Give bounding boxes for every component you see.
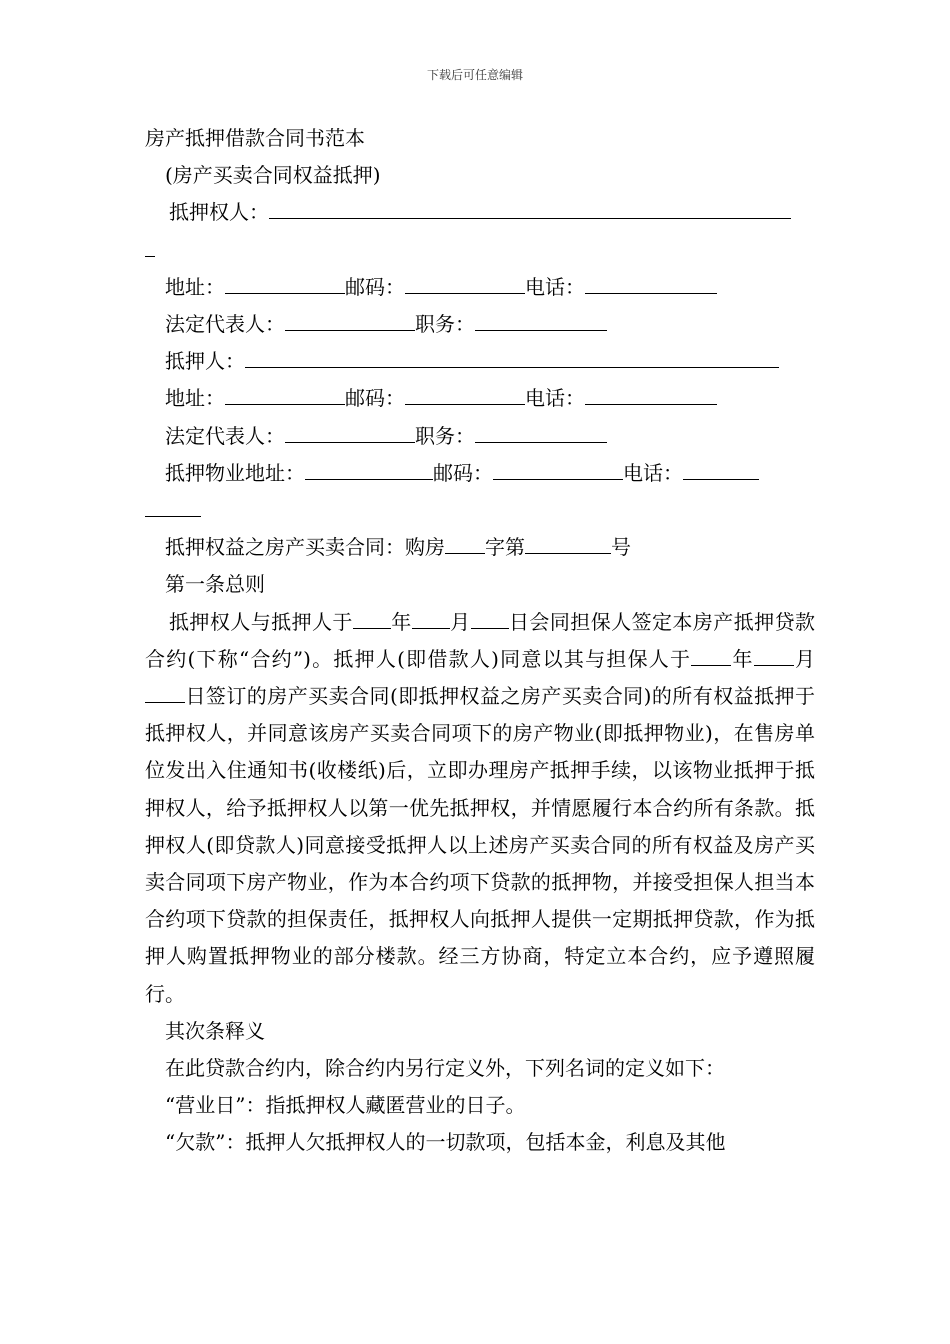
address-label: 地址：	[165, 274, 225, 299]
year-label: 年	[390, 609, 412, 634]
phone-blank	[585, 273, 717, 294]
mortgagee-row	[145, 194, 815, 231]
article-1-title: 第一条总则	[165, 572, 265, 597]
month-label: 月	[449, 609, 471, 634]
sign-month-blank	[412, 608, 450, 629]
article-2-title: 其次条释义	[165, 1018, 265, 1043]
purchase-year-blank	[691, 645, 731, 666]
zip-blank	[405, 273, 525, 294]
contract-mid: 字第	[485, 535, 525, 560]
contract-body	[145, 120, 815, 1162]
mortgagor-address-row	[145, 380, 815, 417]
position-blank	[475, 422, 607, 443]
mortgagee-blank-tail	[145, 236, 155, 257]
legal-rep-label: 法定代表人：	[165, 423, 285, 448]
phone-label: 电话：	[525, 386, 585, 411]
article-2-intro: 在此贷款合约内，除合约内另行定义外，下列名词的定义如下：	[165, 1056, 725, 1081]
purchase-contract-row	[145, 529, 815, 566]
mortgagor-blank	[245, 347, 779, 368]
phone-blank	[585, 384, 717, 405]
doc-subtitle: (房产买卖合同权益抵押)	[165, 163, 381, 188]
property-phone-blank-tail	[145, 496, 201, 517]
mortgagee-legal-rep-row	[145, 306, 815, 343]
phone-blank	[683, 459, 759, 480]
mortgagor-legal-rep-row	[145, 418, 815, 455]
mortgagee-label: 抵押权人：	[169, 200, 269, 225]
property-phone-overflow	[145, 492, 815, 529]
sign-year-blank	[353, 608, 391, 629]
mortgagor-row	[145, 343, 815, 380]
phone-label: 电话：	[623, 460, 683, 485]
position-label: 职务：	[415, 423, 475, 448]
art1-text-3: 日签订的房产买卖合同(即抵押权益之房产买卖合同)的所有权益抵押于抵押权人，并同意该房产买卖合同项下的房产物业(即抵押物业)，在售房单位发出入住通知书(收楼纸)后，立即办理房产抵押手续，以该物业抵押于抵押权人，给予抵押权人以第一优先抵押权，并情愿履行本合约所有条款。抵押权人(即贷款人)同意接受抵押人以上述房产买卖合同的所有权益及房产买卖合同项下房产物业，作为本合约项下贷款的抵押物，并接受担保人担当本合约项下贷款的担保责任，抵押权人向抵押人提供一定期抵押贷款，作为抵押人购置抵押物业的部分楼款。经三方协商，特定立本合约，应予遵照履行。	[145, 684, 815, 1006]
legal-rep-blank	[285, 422, 415, 443]
mortgagee-blank	[269, 198, 791, 219]
zip-blank	[493, 459, 623, 480]
month-label: 月	[793, 646, 816, 671]
property-address-label: 抵押物业地址：	[165, 460, 305, 485]
page-header: 下载后可任意编辑	[426, 68, 523, 82]
zip-label: 邮码：	[345, 386, 405, 411]
purchase-month-blank	[754, 645, 794, 666]
definition-debt: “欠款”：抵押人欠抵押权人的一切款项，包括本金，利息及其他	[165, 1130, 726, 1155]
contract-end: 号	[611, 535, 631, 560]
legal-rep-label: 法定代表人：	[165, 312, 285, 337]
zip-blank	[405, 384, 525, 405]
art1-text-2: 日会同担保人签定本房产抵押贷款合约(下称“合约”)。抵押人(即借款人)同意以其与担保人于	[145, 609, 816, 671]
property-address-row	[145, 455, 815, 492]
art1-text-1: 抵押权人与抵押人于	[169, 609, 353, 634]
position-blank	[475, 310, 607, 331]
address-blank	[225, 384, 345, 405]
position-label: 职务：	[415, 312, 475, 337]
address-label: 地址：	[165, 386, 225, 411]
doc-title: 房产抵押借款合同书范本	[145, 126, 365, 150]
mortgagor-label: 抵押人：	[165, 349, 245, 374]
zip-label: 邮码：	[433, 460, 493, 485]
legal-rep-blank	[285, 310, 415, 331]
contract-prefix-blank	[445, 533, 485, 554]
address-blank	[225, 273, 345, 294]
article-1-body	[145, 604, 815, 1013]
contract-number-blank	[525, 533, 611, 554]
phone-label: 电话：	[525, 274, 585, 299]
sign-day-blank	[471, 608, 509, 629]
year-label: 年	[731, 646, 754, 671]
purchase-contract-label: 抵押权益之房产买卖合同：购房	[165, 535, 445, 560]
property-address-blank	[305, 459, 433, 480]
mortgagee-blank-overflow	[145, 232, 815, 269]
definition-business-day: “营业日”：指抵押权人藏匿营业的日子。	[165, 1093, 526, 1118]
mortgagee-address-row	[145, 269, 815, 306]
purchase-day-blank	[145, 682, 185, 703]
zip-label: 邮码：	[345, 274, 405, 299]
